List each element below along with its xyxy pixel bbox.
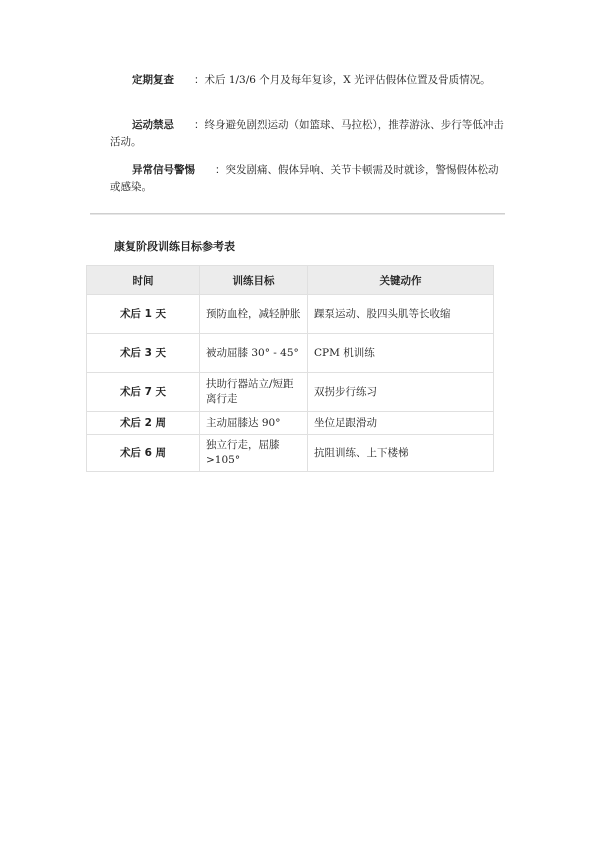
- note-text: ：终身避免剧烈运动（如篮球、马拉松），推荐游泳、步行等低冲击活动。: [110, 119, 504, 148]
- header-action: 关键动作: [308, 266, 494, 295]
- cell-goal: 被动屈膝 30° - 45°: [200, 334, 308, 373]
- table-title: 康复阶段训练目标参考表: [114, 240, 235, 253]
- table-row: [87, 412, 494, 435]
- cell-goal: 预防血栓，减轻肿胀: [200, 295, 308, 334]
- note-text: ：突发剧痛、假体异响、关节卡顿需及时就诊，警惕假体松动或感染。: [110, 164, 499, 193]
- cell-time: 术后 1 天: [87, 295, 200, 334]
- cell-time: 术后 2 周: [87, 412, 200, 435]
- header-time: 时间: [87, 266, 200, 295]
- cell-goal: 扶助行器站立/短距离行走: [200, 373, 308, 412]
- note-term: 定期复查: [132, 74, 174, 86]
- cell-action: 踝泵运动、股四头肌等长收缩: [308, 295, 494, 334]
- cell-action: 双拐步行练习: [308, 373, 494, 412]
- cell-action: 坐位足跟滑动: [308, 412, 494, 435]
- note-exercise-restriction: [110, 117, 504, 151]
- table-row: [87, 334, 494, 373]
- note-follow-up: [110, 72, 504, 89]
- rehab-table: [86, 265, 494, 472]
- cell-action: 抗阻训练、上下楼梯: [308, 435, 494, 472]
- note-text: ：术后 1/3/6 个月及每年复诊，X 光评估假体位置及骨质情况。: [194, 74, 491, 86]
- note-term: 运动禁忌: [132, 119, 174, 131]
- note-term: 异常信号警惕: [132, 164, 195, 176]
- cell-time: 术后 7 天: [87, 373, 200, 412]
- header-goal: 训练目标: [200, 266, 308, 295]
- cell-action: CPM 机训练: [308, 334, 494, 373]
- cell-goal: 独立行走，屈膝>105°: [200, 435, 308, 472]
- cell-time: 术后 6 周: [87, 435, 200, 472]
- cell-goal: 主动屈膝达 90°: [200, 412, 308, 435]
- note-warning-signs: [110, 162, 504, 196]
- table-row: [87, 435, 494, 472]
- table-header-row: [87, 266, 494, 295]
- cell-time: 术后 3 天: [87, 334, 200, 373]
- table-row: [87, 373, 494, 412]
- table-row: [87, 295, 494, 334]
- section-divider: [90, 213, 505, 215]
